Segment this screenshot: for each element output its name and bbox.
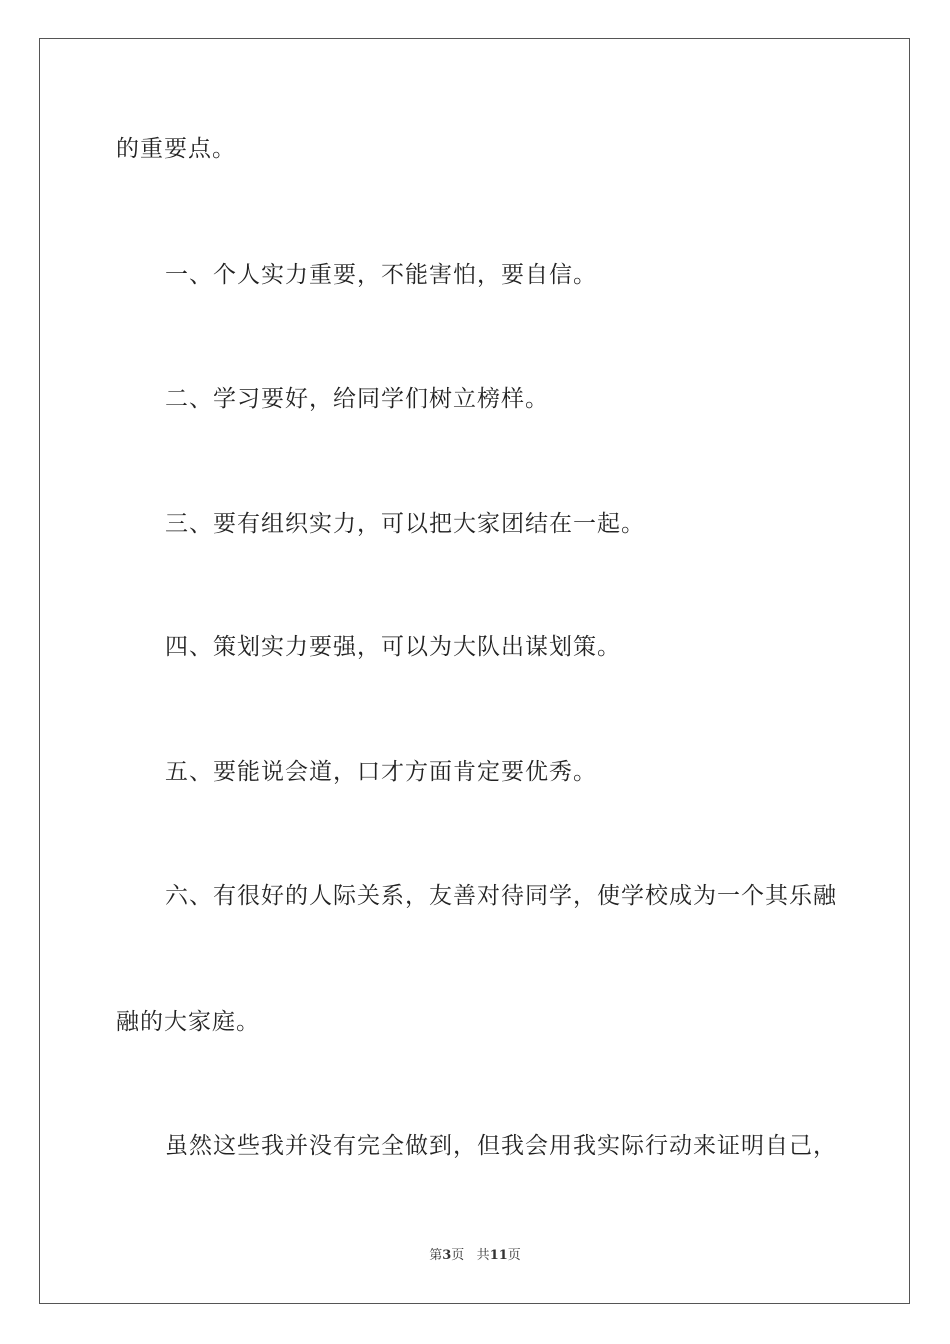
page-indicator [429, 1248, 464, 1263]
text-line: 的重要点。 [116, 136, 236, 162]
text-line: 二、学习要好，给同学们树立榜样。 [165, 386, 549, 412]
text-line: 虽然这些我并没有完全做到，但我会用我实际行动来证明自己， [165, 1133, 837, 1159]
total-pages: 11 [489, 1248, 508, 1263]
page-footer [0, 1247, 950, 1265]
text-line: 六、有很好的人际关系，友善对待同学，使学校成为一个其乐融 [165, 883, 837, 909]
text-line: 四、策划实力要强，可以为大队出谋划策。 [165, 634, 621, 660]
total-suffix: 页 [507, 1248, 521, 1263]
total-prefix: 共 [476, 1248, 490, 1263]
page-border [39, 38, 910, 1304]
page-prefix: 第 [429, 1248, 443, 1263]
text-line: 三、要有组织实力，可以把大家团结在一起。 [165, 511, 645, 537]
total-pages-indicator [477, 1248, 521, 1263]
page-suffix: 页 [451, 1248, 465, 1263]
text-line: 融的大家庭。 [116, 1009, 260, 1035]
text-line: 五、要能说会道，口才方面肯定要优秀。 [165, 759, 597, 785]
page-number: 3 [442, 1248, 452, 1263]
text-line: 一、个人实力重要，不能害怕，要自信。 [165, 262, 597, 288]
